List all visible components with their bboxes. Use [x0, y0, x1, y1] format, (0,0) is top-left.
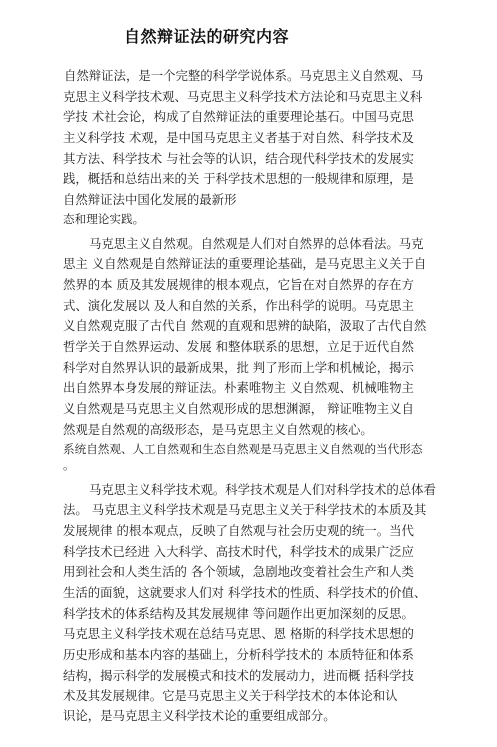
paragraph-line: 式、演化发展以 及人和自然的关系，作出科学的说明。马克思主: [63, 298, 414, 313]
paragraph-line: 态和理论实践。: [63, 212, 145, 226]
paragraph-line: 马克思主义科学技术观。科学技术观是人们对科学技术的总体看: [89, 482, 436, 497]
paragraph-line: 其方法、科学技术 与社会等的认识，结合现代科学技术的发展实: [63, 151, 414, 166]
paragraph-line: 识论，是马克思主义科学技术论的重要组成部分。: [63, 708, 336, 723]
paragraph-line: 科学技术已经进 入大科学、高技术时代，科学技术的成果广泛应: [63, 544, 414, 559]
paragraph-line: 术及其发展规律。它是马克思主义关于科学技术的本体论和认: [63, 688, 398, 703]
paragraph-line: 哲学关于自然界运动、发展 和整体联系的思想，立足于近代自然: [63, 339, 414, 354]
paragraph-line: 然观是自然观的高级形态，是马克思主义自然观的核心。: [63, 422, 373, 437]
document-title: 自然辩证法的研究内容: [124, 27, 290, 46]
paragraph-line: 自然辩证法中国化发展的最新形: [63, 192, 237, 207]
paragraph-line: 义自然观克服了古代自 然观的直观和思辨的缺陷，汲取了古代自然: [63, 318, 427, 333]
paragraph-line: 科学对自然界认识的最新成果，批 判了形而上学和机械论，揭示: [63, 360, 414, 375]
paragraph-line: 思主 义自然观是自然辩证法的重要理论基础，是马克思主义关于自: [63, 256, 427, 271]
paragraph-line: 主义科学技 术观，是中国马克思主义者基于对自然、科学技术及: [63, 130, 414, 145]
paragraph-line: 。: [63, 458, 75, 472]
paragraph-line: 系统自然观、人工自然观和生态自然观是马克思主义自然观的当代形态: [63, 442, 423, 456]
paragraph-line: 马克思主义自然观。自然观是人们对自然界的总体看法。马克: [89, 236, 424, 251]
paragraph-line: 出自然界本身发展的辩证法。朴素唯物主 义自然观、机械唯物主: [63, 380, 414, 395]
paragraph-line: 结构，揭示科学的发展模式和技术的发展动力，进而概 括科学技: [63, 668, 414, 683]
paragraph-line: 义自然观是马克思主义自然观形成的思想渊源， 辩证唯物主义自: [63, 401, 414, 416]
paragraph-line: 生活的面貌，这就要求人们对 科学技术的性质、科学技术的价值、: [63, 585, 427, 600]
paragraph-line: 马克思主义科学技术观在总结马克思、恩 格斯的科学技术思想的: [63, 626, 414, 641]
paragraph-line: 自然辩证法，是一个完整的科学学说体系。马克思主义自然观、马: [64, 68, 424, 83]
paragraph-line: 学技 术社会论，构成了自然辩证法的重要理论基石。中国马克思: [63, 109, 414, 124]
paragraph-line: 历史形成和基本内容的基础上，分析科学技术的 本质特征和体系: [63, 647, 414, 662]
paragraph-line: 然界的本 质及其发展规律的根本观点，它旨在对自然界的存在方: [63, 277, 414, 292]
paragraph-line: 科学技术的体系结构及其发展规律 等问题作出更加深刻的反思。: [63, 606, 414, 621]
paragraph-line: 践，概括和总结出来的关 于科学技术思想的一般规律和原理，是: [63, 171, 414, 186]
paragraph-line: 克思主义科学技术观、马克思主义科学技术方法论和马克思主义科: [63, 89, 423, 104]
paragraph-line: 法。 马克思主义科学技术观是马克思主义关于科学技术的本质及其: [63, 502, 427, 517]
paragraph-line: 用到社会和人类生活的 各个领域，急剧地改变着社会生产和人类: [63, 564, 414, 579]
paragraph-line: 发展规律 的根本观点，反映了自然观与社会历史观的统一。当代: [63, 523, 414, 538]
